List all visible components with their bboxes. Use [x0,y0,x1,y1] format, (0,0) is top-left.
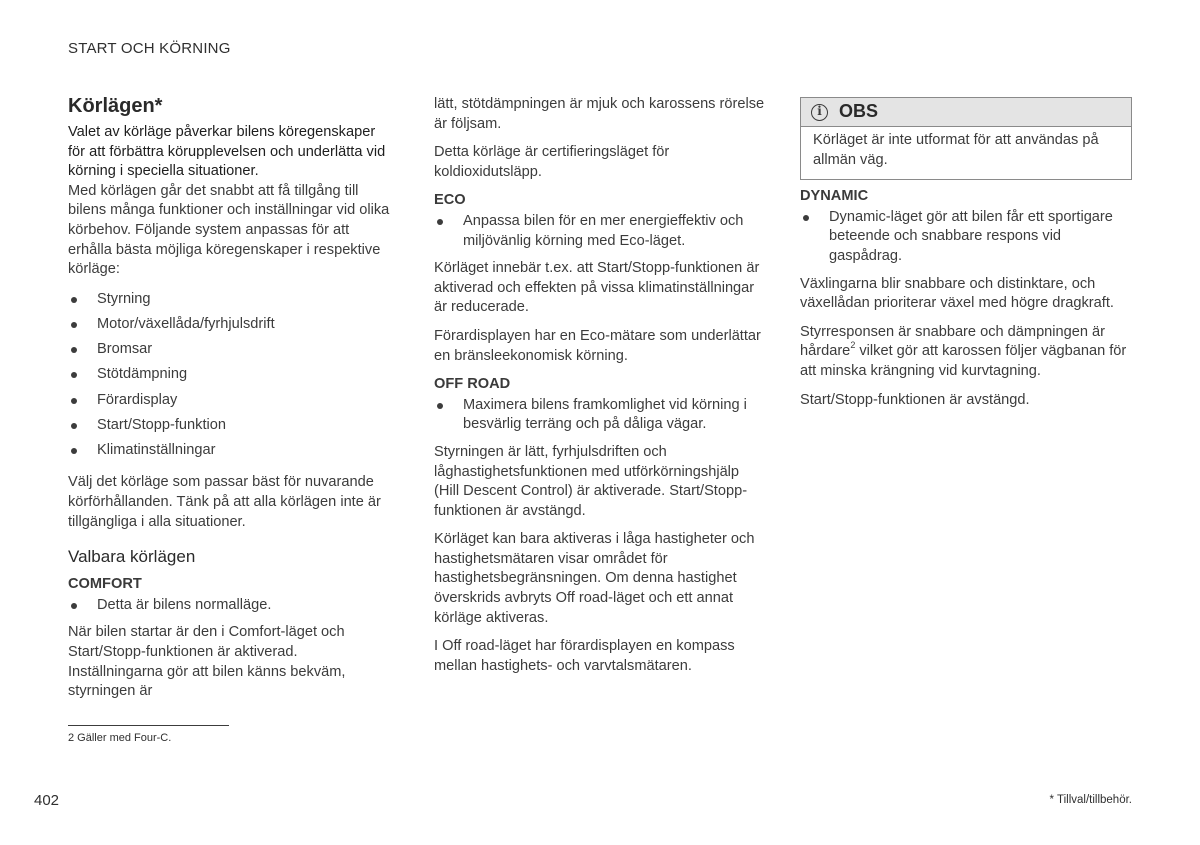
list-item: Detta är bilens normalläge. [68,596,394,616]
eco-bullets [434,212,766,251]
list-item: Styrning [68,290,394,310]
page-number: 402 [34,792,60,809]
eco-heading: ECO [434,192,466,209]
running-header: START OCH KÖRNING [68,40,231,57]
advice-paragraph: Välj det körläge som passar bäst för nuvarande körförhållanden. Tänk på att alla körlägen inte är tillgängliga i alla situationer. [68,474,381,530]
comfort-paragraph: När bilen startar är den i Comfort-läget och Start/Stopp-funktionen är aktiverad. Inställningarna gör att bilen känns bekväm, styrningen är [68,624,346,700]
info-icon: i [811,104,828,121]
offroad-paragraph-2: Körläget kan bara aktiveras i låga hastigheter och hastighetsmätaren visar området för hastighetsbegränsningen. Om denna hastighet överskrids avbryts Off road-läget och ett annat körläge aktiveras. [434,531,755,626]
notice-header [801,98,1131,127]
offroad-bullets [434,396,766,435]
offroad-paragraph-3: I Off road-läget har förardisplayen en kompass mellan hastighets- och varvtalsmätaren. [434,638,735,674]
dynamic-paragraph-2-end: vilket gör att karossen följer vägbanan för att minska krängning vid kurvtagning. [800,343,1127,379]
comfort-paragraph-continued: lätt, stötdämpningen är mjuk och karossens rörelse är följsam. [434,96,765,132]
dynamic-paragraph-2-start: Styrresponsen är snabbare och dämpningen är hårdare [800,323,1106,360]
section-title: Körlägen* [68,95,163,117]
dynamic-heading: DYNAMIC [800,188,869,205]
list-item: Klimatinställningar [68,441,394,461]
eco-paragraph-1: Körläget innebär t.ex. att Start/Stopp-funktionen är aktiverad och effekten på vissa klimatinställningar är reducerade. [434,260,760,316]
comfort-heading: COMFORT [68,576,142,593]
list-item: Motor/växellåda/fyrhjulsdrift [68,315,394,335]
comfort-bullets [68,596,394,616]
footnote-reference[interactable]: 2 [850,340,856,351]
offroad-heading: OFF ROAD [434,376,511,393]
comfort-certification: Detta körläge är certifieringsläget för koldioxidutsläpp. [434,144,670,180]
notice-text: Körläget är inte utformat för att användas på allmän väg. [813,132,1099,168]
subsection-title: Valbara körlägen [68,547,196,567]
dynamic-paragraph-2 [800,323,1132,382]
systems-list [68,290,394,461]
footnote-divider [68,725,229,726]
list-item: Start/Stopp-funktion [68,416,394,436]
list-item: Förardisplay [68,391,394,411]
optional-equipment-note: * Tillval/tillbehör. [1049,794,1132,806]
notice-box [800,97,1132,180]
dynamic-paragraph-1: Växlingarna blir snabbare och distinktare, och växellådan prioriterar växel med högre dragkraft. [800,275,1114,312]
dynamic-paragraph-3: Start/Stopp-funktionen är avstängd. [800,391,1030,408]
column-right [800,97,1132,419]
list-item: Dynamic-läget gör att bilen får ett sportigare beteende och snabbare respons vid gaspådrag. [800,208,1132,267]
offroad-paragraph-1: Styrningen är lätt, fyrhjulsdriften och låghastighetsfunktionen med utförkörningshjälp (Hill Descent Control) är aktiverade. Start/Stopp-funktionen är avstängd. [434,443,748,519]
list-item: Stötdämpning [68,365,394,385]
list-item: Maximera bilens framkomlighet vid körning i besvärlig terräng och på dåliga vägar. [434,396,766,435]
list-item: Anpassa bilen för en mer energieffektiv och miljövänlig körning med Eco-läget. [434,212,766,251]
eco-paragraph-2: Förardisplayen har en Eco-mätare som underlättar en bränsleekonomisk körning. [434,327,761,364]
notice-title: OBS [839,101,879,122]
column-middle [434,95,766,685]
intro-paragraph: Med körlägen går det snabbt att få tillgång till bilens många funktioner och inställningar vid olika körbehov. Följande system anpassas för att erhålla bästa möjliga köregenskaper i respektive körläge: [68,182,390,278]
intro-lead: Valet av körläge påverkar bilens köregenskaper för att förbättra körupplevelsen och underlätta vid körning i speciella situationer. [68,124,386,180]
dynamic-bullets [800,208,1132,267]
list-item: Bromsar [68,340,394,360]
column-left [68,94,394,711]
footnote: 2 Gäller med Four-C. [68,732,172,744]
